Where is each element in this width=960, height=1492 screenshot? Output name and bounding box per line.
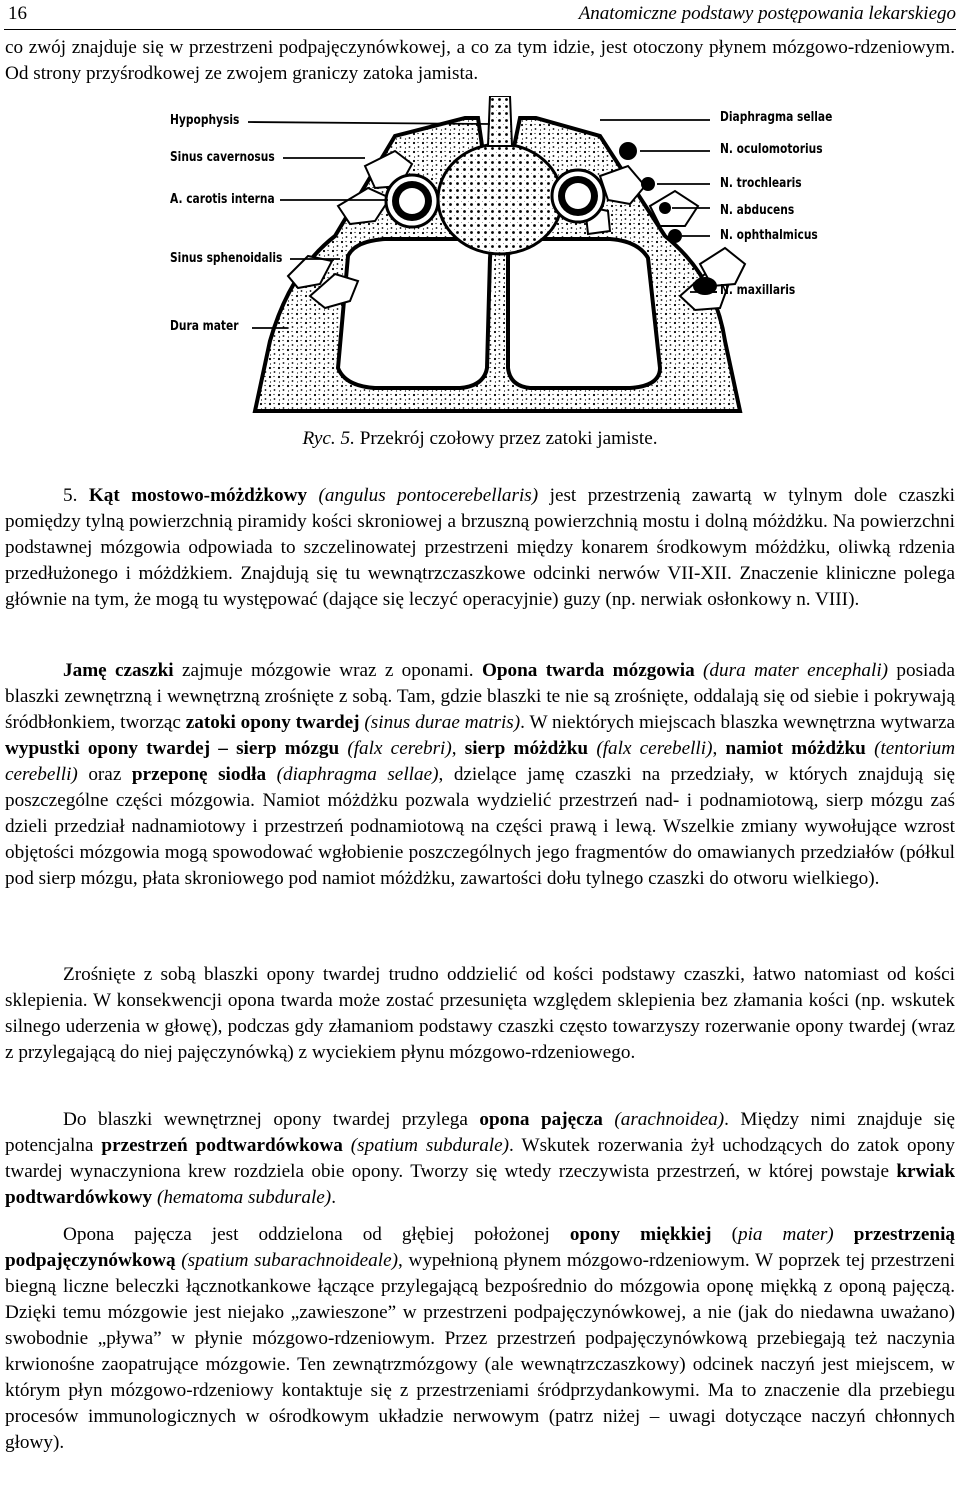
paragraph-opona-miekka: [5, 1222, 955, 1456]
term-opona-pajecza: opona pajęcza: [479, 1109, 603, 1130]
latin-dura-mater: (dura mater encephali): [703, 660, 889, 681]
figure-caption: [0, 428, 960, 450]
latin-spatium-subarachnoideale: (spatium subarachnoideale): [181, 1250, 398, 1271]
term-przestrzen-podtwardowkowa: przestrzeń podtwardówkowa: [101, 1135, 343, 1156]
text-run: .: [331, 1187, 336, 1208]
term-jama-czaszki: Jamę czaszki: [63, 660, 174, 681]
text-run: . W niektórych miejscach blaszka wewnętrzna wytwarza: [520, 712, 955, 733]
term-namiot: namiot móżdżku: [725, 738, 866, 759]
latin-pia-mater: pia mater): [737, 1224, 834, 1245]
latin-tentorium: (tentorium cerebelli): [5, 738, 956, 785]
section-5-number: 5.: [63, 485, 89, 506]
term-wypustki: wypustki opony twardej – sierp mózgu: [5, 738, 340, 759]
caption-figure-number: Ryc. 5.: [302, 428, 355, 449]
section-5-text: jest przestrzenią zawartą w tylnym dole czaszki pomiędzy tylną powierzchnią piramidy kości skroniowej a brzuszną powierzchnią mostu i dolną móżdżku. Na powierzchni podstawnej mózgowia odpowiada to szczelinowatej przestrzeni między konarem środkowym móżdżku, oliwką rdzenia przedłużonego i móżdżkiem. Znajdują się tu wewnątrzczaszkowe odcinki nerwów VII-XII. Znaczenie kliniczne polega głównie na tym, że mogą tu występować (dające się leczyć operacyjnie) guzy (np. nerwiak osłonkowy n. VIII).: [5, 485, 956, 610]
paragraph-opona-pajecza: [5, 1107, 955, 1211]
text-run: [343, 1135, 351, 1156]
header-rule: [4, 29, 956, 30]
text-run: [603, 1109, 615, 1130]
paragraph-zrosniete: Zrośnięte z sobą blaszki opony twardej trudno oddzielić od kości podstawy czaszki, łatwo natomiast od kości sklepienia. W konsekwencji opona twarda może zostać przesunięta względem sklepienia bez złamania kości (np. wskutek silnego uderzenia w głowę), podczas gdy złamaniom podstawy czaszki często towarzyszy rozerwanie opony twardej (wraz z przylegającą do niej pajęczynówką) z wyciekiem płynu mózgowo-rdzeniowego.: [5, 964, 955, 1063]
page-number: 16: [8, 3, 27, 24]
label-dura-mater: Dura mater: [170, 319, 239, 334]
term-opona-twarda: Opona twarda mózgowia: [481, 660, 695, 681]
text-run: Do blaszki wewnętrznej opony twardej przylega: [63, 1109, 480, 1130]
text-run: , dzielące jamę czaszki na przedziały, w których znajdują się poszczególne części mózgowia. Namiot móżdżku pozwala wydzielić przestrzeń nad- i podnamiotową, sierp mózgu zaś dzieli przedział nadnamiotowy i przestrzeń podnamiotową na części prawą i lewą. Wszelkie zmiany wywołujące wzrost objętości mózgowia mogą spowodować wgłobienie poszczególnych jego fragmentów do omawianych przedziałów (półkul pod sierp mózgu, płata skroniowego pod namiot móżdżku, zawartości dołu tylnego czaszki do otworu wielkiego).: [5, 764, 955, 889]
page-header: [4, 0, 956, 30]
latin-falx-cerebri: (falx cerebri): [347, 738, 452, 759]
text-run: . Między nimi znajduje się potencjalna: [5, 1109, 956, 1156]
term-opona-miekka: opony miękkiej: [569, 1224, 712, 1245]
figure-cavernous-sinus: [160, 96, 860, 414]
term-krwiak: krwiak podtwardówkowy: [5, 1161, 955, 1208]
label-n-oculomotorius: N. oculomotorius: [720, 142, 823, 157]
text-run: ,: [451, 738, 465, 759]
latin-hematoma: (hematoma subdurale): [156, 1187, 332, 1208]
section-5-title: Kąt mostowo-móżdżkowy: [88, 485, 308, 506]
caption-text: Przekrój czołowy przez zatoki jamiste.: [354, 428, 658, 449]
label-hypophysis: Hypophysis: [170, 113, 240, 128]
label-n-maxillaris: N. maxillaris: [720, 283, 796, 298]
running-title: Anatomiczne podstawy postępowania lekarskiego: [578, 3, 956, 24]
section-5-paragraph: [5, 483, 955, 613]
text-run: [834, 1224, 854, 1245]
text-run: [866, 738, 874, 759]
text-run: zajmuje mózgowie wraz z oponami.: [173, 660, 482, 681]
term-zatoki: zatoki opony twardej: [185, 712, 360, 733]
latin-arachnoidea: (arachnoidea): [614, 1109, 725, 1130]
term-sierp-mozdzku: sierp móżdżku: [464, 738, 589, 759]
latin-spatium-subdurale: (spatium subdurale): [350, 1135, 510, 1156]
latin-sinus-durae: (sinus durae matris): [364, 712, 521, 733]
text-run: Opona pajęcza jest oddzielona od głębiej położonej: [63, 1224, 570, 1245]
text-run: posiada blaszki zewnętrzną i wewnętrzną zrośnięte z sobą. Tam, gdzie blaszki te nie są zrośnięte, oddalają się od siebie i pokrywają śródbłonkiem, tworząc: [5, 660, 955, 733]
label-diaphragma-sellae: Diaphragma sellae: [720, 110, 833, 125]
intro-paragraph: co zwój znajduje się w przestrzeni podpajęczynówkowej, a co za tym idzie, jest otoczony płynem mózgowo-rdzeniowym. Od strony przyśrodkowej ze zwojem graniczy zatoka jamista.: [5, 37, 955, 84]
text-run: [266, 764, 277, 785]
label-n-trochlearis: N. trochlearis: [720, 176, 802, 191]
label-carotis-interna: A. carotis interna: [170, 192, 275, 207]
text-run: (: [711, 1224, 738, 1245]
section-5-latin: (angulus pontocerebellaris): [318, 485, 539, 506]
latin-falx-cerebelli: (falx cerebelli): [596, 738, 713, 759]
paragraph-jama-czaszki: [5, 658, 955, 892]
text-run: oraz: [77, 764, 132, 785]
term-przestrzen-podpajeczynowkowa: przestrzenią podpajęczynówkową: [5, 1224, 955, 1271]
text-run: . Wskutek rozerwania żył uchodzących do zatok opony twardej wynaczyniona krew rozdziela obie opony. Tworzy się wtedy rzeczywista przestrzeń, w której powstaje: [5, 1135, 955, 1182]
label-sinus-sphenoidalis: Sinus sphenoidalis: [170, 251, 283, 266]
term-przepona: przeponę siodła: [131, 764, 267, 785]
label-n-abducens: N. abducens: [720, 203, 795, 218]
text-run: [695, 660, 703, 681]
text-run: ,: [712, 738, 726, 759]
text-run: , wypełnioną płynem mózgowo-rdzeniowym. W poprzek tej przestrzeni biegną liczne beleczki łącznotkankowe łączące przylegającą bezpośrednio do mózgowia oponę miękką z oponą pajęczą. Dzięki temu mózgowie jest niejako „zawieszone” w przestrzeni podpajęczynówkowej, a nie (jak do niedawna uważano) swobodnie „pływa” w płynie mózgowo-rdzeniowym. Przez przestrzeń podpajęczynówkową przebiegają też naczynia krwionośne zaopatrujące mózgowie. Ten zewnątrzmózgowy (ale wewnątrzczaszkowy) odcinek naczyń jest miejscem, w którym płyn mózgowo-rdzeniowy kontaktuje się z przestrzeniami śródprzydankowymi. Ma to znaczenie dla przebiegu procesów immunologicznych w ośrodkowym układzie nerwowym (patrz niżej – uwagi dotyczące naczyń chłonnych głowy).: [5, 1250, 955, 1453]
label-sinus-cavernosus: Sinus cavernosus: [170, 150, 275, 165]
label-n-ophthalmicus: N. ophthalmicus: [720, 228, 818, 243]
latin-diaphragma: (diaphragma sellae): [276, 764, 439, 785]
